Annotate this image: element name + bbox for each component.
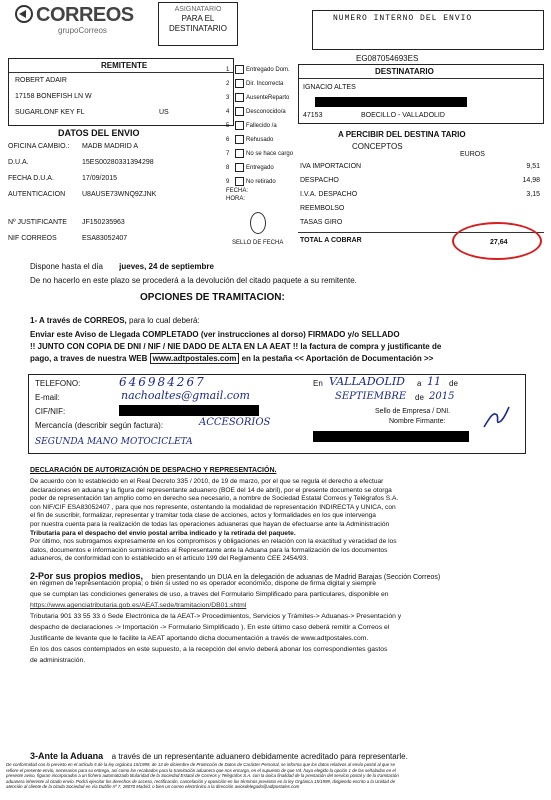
reason-number: 9: [226, 179, 230, 185]
decl-line: aduaneros, de conformidad con lo establecido en el artículo 199 del Reglamento CEE 2454/93.: [30, 555, 309, 563]
notice-line2: De no hacerlo en este plazo se procederá a la devolución del citado paquete a su remitente.: [30, 276, 357, 285]
notice-text: Dispone hasta el día: [30, 262, 103, 271]
hora-label: HORA:: [226, 196, 246, 202]
asignatario-title-3: DESTINATARIO: [169, 24, 227, 33]
reason-number: 8: [226, 165, 230, 171]
remitente-divider: [9, 72, 233, 73]
decl-line: con NIF/CIF ESA83052407 , para que nos represente, ostentando la modalidad de representación INDIRECTA y UNICA, con: [30, 503, 396, 511]
footer-line: refiere el presente envío, necesarios para su entrega, así como los recabados para la tramitación aduanera que nos encarga, en el supuesto de que Vd. haya elegido la opción 1 de las señaladas en el: [6, 767, 396, 773]
remitente-name: ROBERT ADAIR: [15, 77, 67, 84]
brand-name: CORREOS: [36, 4, 134, 26]
justificante-value: JF150235963: [82, 219, 125, 226]
aeat-link[interactable]: https://www.agenciatributaria.gob.es/AEAT.sede/tramitacion/DB01.shtml: [30, 602, 247, 609]
opt2-line: de administración.: [30, 657, 86, 664]
reason-number: 3: [226, 95, 230, 101]
datos-value: 15ES00280331394298: [82, 159, 154, 166]
reason-number: 7: [226, 151, 230, 157]
cobro-row: [298, 160, 544, 173]
datos-label: D.U.A.: [8, 159, 29, 166]
a-label: a: [417, 379, 422, 388]
legal-footer: [6, 762, 546, 790]
remitente-box: [8, 58, 234, 126]
decl-line: por nuestra cuenta para la realización de todas las operaciones aduaneras que hayan de efectuarse ante la Administración: [30, 520, 390, 528]
datos-value: MADB MADRID A: [82, 143, 139, 150]
opt1-heading-rest: para lo cual deberá:: [126, 316, 200, 325]
reason-checkbox[interactable]: [235, 121, 244, 130]
footer-line: aduanera inherente al citado envío. Podrá ejercitar los derechos de acceso, rectificación, cancelación y oposición en los términos previstos en la ley Orgánica 15/1999, dirigiendo escrito a la Unidad de: [6, 778, 396, 784]
opt2-line: que se cumplan las condiciones generales de uso, a traves del Formulario Simplificado para particulares, disponible en: [30, 591, 389, 598]
reason-checkbox[interactable]: [235, 107, 244, 116]
opt2-line0: bien presentando un DUA en la delegación de aduanas de Madrid Barajas (Sección Correos): [151, 574, 441, 581]
fecha-label: FECHA:: [226, 188, 249, 194]
cobro-label: DESPACHO: [300, 177, 339, 184]
correos-logo: [14, 2, 134, 42]
remitente-country: US: [159, 109, 169, 116]
reason-row: [226, 148, 298, 161]
datos-label: OFICINA CAMBIO.:: [8, 143, 70, 150]
email-label: E-mail:: [35, 393, 60, 402]
decl-line: Tributaria para el despacho del envío postal arriba indicado y la retirada del paquete.: [30, 529, 296, 537]
correos-horn-icon: [14, 4, 34, 24]
reason-checkbox[interactable]: [235, 177, 244, 186]
reason-row: [226, 120, 298, 133]
reason-label: Rehusado: [246, 137, 274, 143]
form-box: [28, 374, 526, 454]
opt1-heading-line: [30, 316, 200, 326]
nombre-firmante-label: Nombre Firmante:: [389, 418, 446, 425]
reason-label: Entregado: [246, 165, 274, 171]
city-value[interactable]: VALLADOLID: [329, 375, 406, 388]
date-stamp-circle: [250, 212, 266, 234]
reason-number: 2: [226, 81, 230, 87]
destinatario-box: [298, 64, 544, 124]
opt2-line: despacho de declaraciones -> Importación -> Formulario Simplificado ). En este último caso deberá remitir a Correos el: [30, 624, 390, 631]
cobro-col-euros: EUROS: [460, 151, 485, 158]
redacted-signer: [313, 431, 469, 442]
total-value: 27,64: [490, 239, 508, 246]
destinatario-postal: 47153: [303, 112, 323, 119]
decl-line: el fin de suscribir, formalizar, representar y tramitar toda clase de acciones, actos y formalidades en los que intervenga: [30, 512, 376, 520]
total-label: TOTAL A COBRAR: [300, 237, 362, 244]
redacted-address: [315, 97, 467, 107]
sello-empresa-label: Sello de Empresa / DNI.: [375, 408, 451, 415]
redacted-nif: [119, 405, 259, 416]
destinatario-title: DESTINATARIO: [375, 67, 434, 76]
decl-paragraph: [30, 478, 530, 564]
datos-value: 17/09/2015: [82, 175, 118, 182]
decl-line: Por último, nos subrogamos expresamente en los compromisos y obligaciones en relación con la exactitud y veracidad de los: [30, 538, 397, 546]
footer-line: atención al cliente de la citada Sociedad en vía Dublín nº 7, 28070 Madrid, o bien un correo electrónico a la dirección aviosdelegado@adtpostales.com: [6, 784, 300, 790]
asignatario-title-2: PARA EL: [181, 14, 215, 23]
de2-label: de: [415, 393, 424, 402]
reason-checkbox[interactable]: [235, 163, 244, 172]
email-value[interactable]: nachoaltes@gmail.com: [121, 389, 250, 402]
cobro-row: [298, 174, 544, 187]
footer-line: De conformidad con lo previsto en el artículo 5 de la ley orgánica 15/1999, de 13 de diciembre de Protección de Datos de Carácter Personal, se informa que los datos relativos al envío postal al que se: [6, 762, 396, 767]
en-label: En: [313, 379, 323, 388]
telefono-value[interactable]: 646984267: [119, 375, 206, 389]
reason-row: [226, 134, 298, 147]
internal-number: EG087054693ES: [356, 54, 419, 63]
asignatario-box: [158, 2, 238, 46]
opt1-line3a: pago, a traves de nuestra WEB: [30, 354, 148, 363]
nif-correos-label: NIF CORREOS: [8, 235, 57, 242]
notice-date: jueves, 24 de septiembre: [119, 262, 214, 271]
reason-label: No se hace cargo: [246, 151, 294, 157]
reason-number: 6: [226, 137, 230, 143]
reason-row: [226, 78, 298, 91]
day-value[interactable]: 11: [427, 375, 441, 388]
reason-checkbox[interactable]: [235, 149, 244, 158]
reason-label: AusenteReparto: [246, 95, 290, 101]
destinatario-city: BOECILLO - VALLADOLID: [361, 112, 445, 119]
sello-fecha-label: SELLO DE FECHA: [232, 240, 284, 246]
decl-line: declaraciones en aduana y la figura del representante aduanero (BOE del 14 de abril), por el presente documento se otorga: [30, 486, 392, 494]
total-highlight-circle: [452, 222, 542, 260]
opt2-paragraph: [30, 578, 530, 666]
opt1-heading: 1- A través de CORREOS,: [30, 316, 127, 325]
internal-number-box: [312, 10, 544, 50]
reason-label: Desconocido/a: [246, 109, 286, 115]
opt3-rest: a través de un representante aduanero debidamente acreditado para representarle.: [111, 752, 408, 761]
reason-checkbox[interactable]: [235, 135, 244, 144]
opt3-heading: 3-Ante la Aduana: [30, 751, 104, 761]
opt1-line2: !! JUNTO CON COPIA DE DNI / NIF / NIE DADO DE ALTA EN LA AEAT !! la factura de compra y justificante de: [30, 342, 442, 351]
decl-title: DECLARACIÓN DE AUTORIZACIÓN DE DESPACHO Y REPRESENTACIÓN.: [30, 467, 277, 474]
asignatario-title-1: ASIGNATARIO: [174, 6, 222, 13]
reason-label: Entregado Dom.: [246, 67, 290, 73]
reason-checkbox[interactable]: [235, 93, 244, 102]
mercancia-value-2[interactable]: SEGUNDA MANO MOTOCICLETA: [35, 437, 193, 447]
brand-sub: grupoCorreos: [58, 26, 107, 35]
reason-row: [226, 106, 298, 119]
cif-label: CIF/NIF:: [35, 407, 66, 416]
opt2-line: en régimen de representación propia; o bién si usted no es operador económico, dispone de firma digital y siempre: [30, 580, 377, 587]
decl-line: datos, documentos e información suministrados al Representante ante la Aduana para la formalización de los documentos: [30, 546, 388, 554]
month-value[interactable]: SEPTIEMBRE: [335, 391, 407, 402]
opt2-line: Tributaria 901 33 55 33 ó Sede Electrónica de la AEAT-> Procedimientos, Servicios y Trámites-> Aduanas-> Presentación y: [30, 613, 402, 620]
internal-number-label: NUMERO INTERNO DEL ENVIO: [333, 14, 473, 23]
destinatario-divider: [299, 78, 543, 79]
datos-label: FECHA D.U.A.: [8, 175, 54, 182]
cobro-row: [298, 188, 544, 201]
opt2-heading: 2-Por sus propios medios,: [30, 571, 144, 581]
opt1-line3: [30, 354, 433, 364]
cobro-col-concept: CONCEPTOS: [352, 142, 403, 151]
reason-row: [226, 162, 298, 175]
cobro-value: 9,51: [526, 163, 540, 170]
decl-line: poder de representación tan amplio como en derecho sea necesario, a nombre de Sociedad Estatal Correos y Telégrafos S.A.: [30, 495, 399, 503]
mercancia-label: Mercancía (describir según factura):: [35, 421, 164, 430]
reason-label: Fallecido /a: [246, 123, 277, 129]
de-label: de: [449, 379, 458, 388]
options-title: OPCIONES DE TRAMITACION:: [140, 292, 285, 303]
remitente-address: 17158 BONEFISH LN W: [15, 93, 92, 100]
reason-list: [226, 64, 298, 190]
mercancia-value[interactable]: ACCESORIOS: [199, 417, 271, 428]
reason-label: No retirado: [246, 179, 276, 185]
cobro-title: A PERCIBIR DEL DESTINA TARIO: [338, 130, 466, 139]
reason-label: Dir. Incorrecta: [246, 81, 284, 87]
reason-row: [226, 64, 298, 77]
reason-checkbox[interactable]: [235, 65, 244, 74]
telefono-label: TELEFONO:: [35, 379, 81, 388]
opt2-line: Justificante de levante que le facilite la AEAT aportando dicha documentación a través de www.adtpostales.com.: [30, 635, 369, 642]
reason-number: 4: [226, 109, 230, 115]
reason-number: 1: [226, 67, 230, 73]
datos-envio-title: DATOS DEL ENVIO: [58, 128, 140, 138]
year-value[interactable]: 2015: [429, 391, 455, 402]
cobro-label: IVA IMPORTACION: [300, 163, 362, 170]
opt1-line1: Enviar este Aviso de Llegada COMPLETADO (ver instrucciones al dorso) FIRMADO y/o SELLADO: [30, 330, 400, 339]
remitente-title: REMITENTE: [101, 61, 148, 70]
justificante-label: Nº JUSTIFICANTE: [8, 219, 67, 226]
cobro-value: 14,98: [522, 177, 540, 184]
remitente-city: SUGARLONF KEY FL: [15, 109, 85, 116]
signature-icon: [481, 405, 511, 431]
opt2-line: En los dos casos contemplados en este supuesto, a la recepción del envío deberá abonar los correspondientes gastos: [30, 646, 388, 653]
reason-number: 5: [226, 123, 230, 129]
cobro-row: [298, 202, 544, 215]
datos-value: U8AUSE73WNQ9ZJNK: [82, 191, 157, 198]
datos-label: AUTENTICACION: [8, 191, 66, 198]
notice-line1: [30, 262, 214, 272]
cobro-label: I.V.A. DESPACHO: [300, 191, 358, 198]
cobro-label: TASAS GIRO: [300, 219, 343, 226]
adtpostales-link[interactable]: www.adtpostales.com: [150, 353, 240, 364]
destinatario-name: IGNACIO ALTES: [303, 84, 356, 91]
reason-checkbox[interactable]: [235, 79, 244, 88]
cobro-value: 3,15: [526, 191, 540, 198]
opt1-line3b: en la pestaña << Aportación de Documentación >>: [241, 354, 434, 363]
cobro-label: REEMBOLSO: [300, 205, 345, 212]
reason-row: [226, 92, 298, 105]
nif-correos-value: ESA83052407: [82, 235, 128, 242]
footer-line: presente aviso, figuran incorporados a un fichero automatizado titularidad de la Sociedad Estatal de Correos y Telégrafos S.A. con la única finalidad de la prestación del servicio postal y de la tramitación: [6, 773, 399, 779]
decl-line: De acuerdo con lo establecido en el Real Decreto 335 / 2010, de 19 de marzo, por el que se regula el derecho a efectuar: [30, 478, 384, 485]
